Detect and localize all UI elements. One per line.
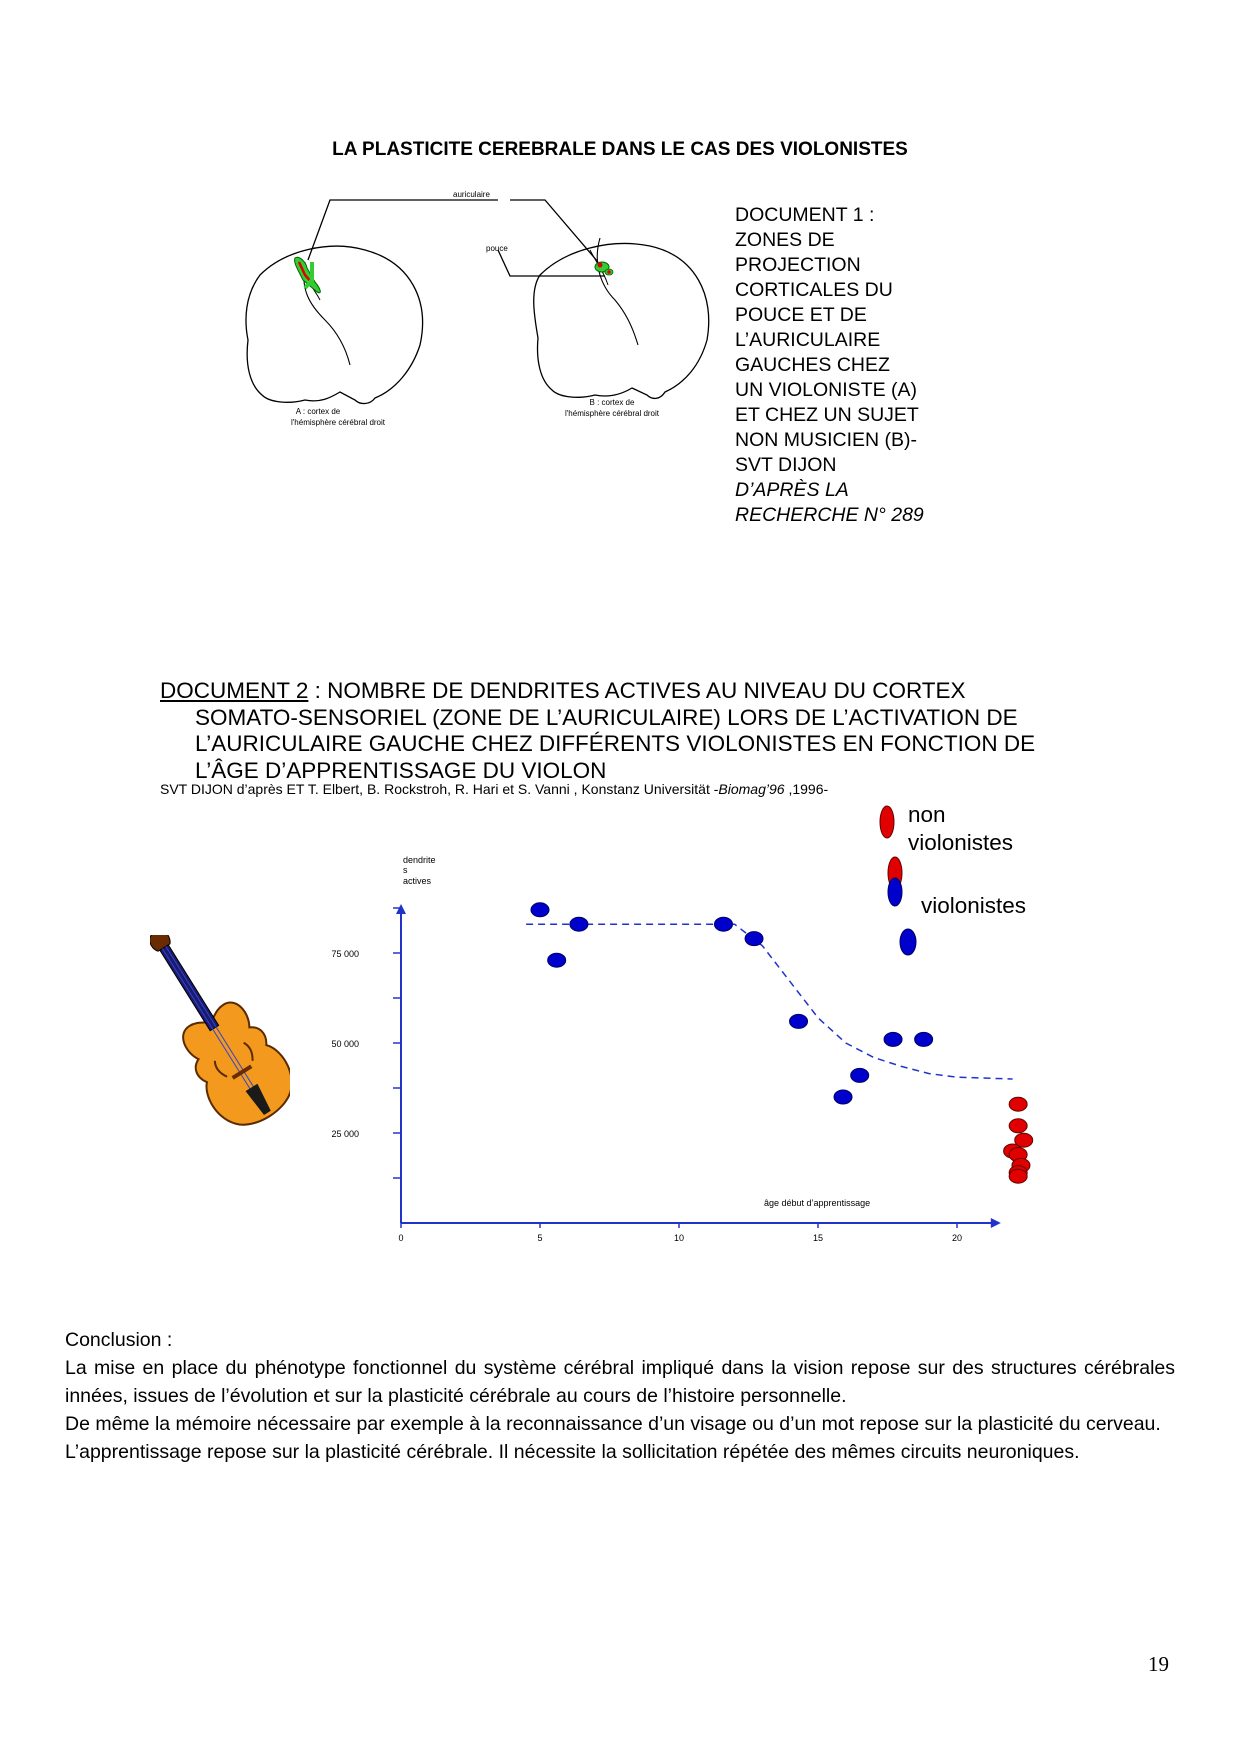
caption-line: CORTICALES DU xyxy=(735,279,893,301)
point-violoniste xyxy=(745,932,763,946)
chart-points xyxy=(531,903,1033,1183)
label-brain-a-line1: A : cortex de xyxy=(295,407,341,416)
y-axis-label-line: s xyxy=(403,865,408,875)
legend-non-violonistes-line1: non xyxy=(908,802,946,827)
source-italic: Biomag’96 xyxy=(718,781,785,797)
caption-line: UN VIOLONISTE (A) xyxy=(735,379,918,401)
point-violoniste xyxy=(884,1032,902,1046)
x-tick-label: 10 xyxy=(673,1233,685,1243)
label-brain-b-line2: l'hémisphère cérébral droit xyxy=(564,409,660,418)
y-axis-arrow xyxy=(396,904,406,914)
point-non-violoniste xyxy=(1009,1097,1027,1111)
heading-line: L’ÂGE D’APPRENTISSAGE DU VIOLON xyxy=(195,757,607,783)
point-violoniste xyxy=(790,1014,808,1028)
heading-line: : NOMBRE DE DENDRITES ACTIVES AU NIVEAU DU CORTEX xyxy=(308,678,966,703)
page-title: LA PLASTICITE CEREBRALE DANS LE CAS DES VIOLONISTES xyxy=(332,139,908,160)
x-tick-label: 5 xyxy=(537,1233,543,1243)
caption-line: GAUCHES CHEZ xyxy=(735,354,890,376)
point-violoniste xyxy=(915,1032,933,1046)
caption-line: DOCUMENT 1 : xyxy=(735,204,875,226)
document2-label: DOCUMENT 2 xyxy=(160,678,309,703)
legend-marker-violonistes-2 xyxy=(900,929,916,955)
x-axis-arrow xyxy=(991,1218,1001,1228)
legend-marker-violonistes xyxy=(888,878,902,906)
trend-line-path xyxy=(526,924,1013,1079)
chart-axes xyxy=(331,904,1000,1243)
conclusion-heading: Conclusion : xyxy=(65,1329,173,1351)
point-violoniste xyxy=(570,917,588,931)
point-non-violoniste xyxy=(1009,1169,1027,1183)
x-tick-label: 15 xyxy=(812,1233,824,1243)
conclusion-paragraph: De même la mémoire nécessaire par exemple à la reconnaissance d’un visage ou d’un mot repose sur la plasticité du cerveau. xyxy=(65,1413,1161,1435)
y-tick-label: 25 000 xyxy=(331,1129,359,1139)
point-non-violoniste xyxy=(1009,1119,1027,1133)
point-violoniste xyxy=(548,953,566,967)
caption-line: PROJECTION xyxy=(735,254,861,276)
legend-marker-non-violonistes xyxy=(880,806,894,838)
point-violoniste xyxy=(714,917,732,931)
label-pouce: pouce xyxy=(486,244,508,253)
x-axis-label: âge début d’apprentissage xyxy=(764,1198,871,1208)
y-tick-label: 75 000 xyxy=(331,949,359,959)
conclusion-section xyxy=(65,1326,1175,1466)
caption-line: ET CHEZ UN SUJET xyxy=(735,404,919,426)
caption-line-italic: RECHERCHE N° 289 xyxy=(735,504,924,526)
y-axis-label-line: dendrite xyxy=(403,855,436,865)
y-tick-label: 50 000 xyxy=(331,1039,359,1049)
point-violoniste xyxy=(851,1068,869,1082)
label-auriculaire: auriculaire xyxy=(453,190,490,199)
source-prefix: SVT DIJON d’après ET T. Elbert, B. Rockstroh, R. Hari et S. Vanni , Konstanz Universität - xyxy=(160,781,719,797)
conclusion-paragraph: La mise en place du phénotype fonctionnel du système cérébral impliqué dans la vision repose sur des structures cérébrales innées, issues de l’évolution et sur la plasticité cérébrale au cours de l’histoire personnelle. xyxy=(65,1357,1175,1407)
trend-line xyxy=(526,924,1013,1079)
label-brain-a-line2: l'hémisphère cérébral droit xyxy=(290,418,386,427)
y-axis-label-line: actives xyxy=(403,876,432,886)
caption-line: SVT DIJON xyxy=(735,454,837,476)
point-violoniste xyxy=(834,1090,852,1104)
source-suffix: ,1996- xyxy=(784,781,829,797)
caption-line: ZONES DE xyxy=(735,229,835,251)
x-tick-label: 20 xyxy=(951,1233,963,1243)
caption-line-italic: D’APRÈS LA xyxy=(735,479,849,501)
legend-non-violonistes-line2: violonistes xyxy=(908,830,1014,855)
page-number: 19 xyxy=(1148,1652,1169,1676)
heading-line: SOMATO-SENSORIEL (ZONE DE L’AURICULAIRE) LORS DE L’ACTIVATION DE xyxy=(195,704,1018,730)
x-tick-label: 0 xyxy=(398,1233,404,1243)
label-brain-b-line1: B : cortex de xyxy=(589,398,635,407)
heading-line: L’AURICULAIRE GAUCHE CHEZ DIFFÉRENTS VIOLONISTES EN FONCTION DE xyxy=(195,731,1036,756)
caption-line: NON MUSICIEN (B)- xyxy=(735,429,917,451)
caption-line: L’AURICULAIRE xyxy=(735,329,881,351)
conclusion-paragraph: L’apprentissage repose sur la plasticité cérébrale. Il nécessite la sollicitation répétée des mêmes circuits neuroniques. xyxy=(65,1441,1080,1463)
legend-violonistes: violonistes xyxy=(921,893,1027,918)
caption-line: POUCE ET DE xyxy=(735,304,867,326)
point-violoniste xyxy=(531,903,549,917)
